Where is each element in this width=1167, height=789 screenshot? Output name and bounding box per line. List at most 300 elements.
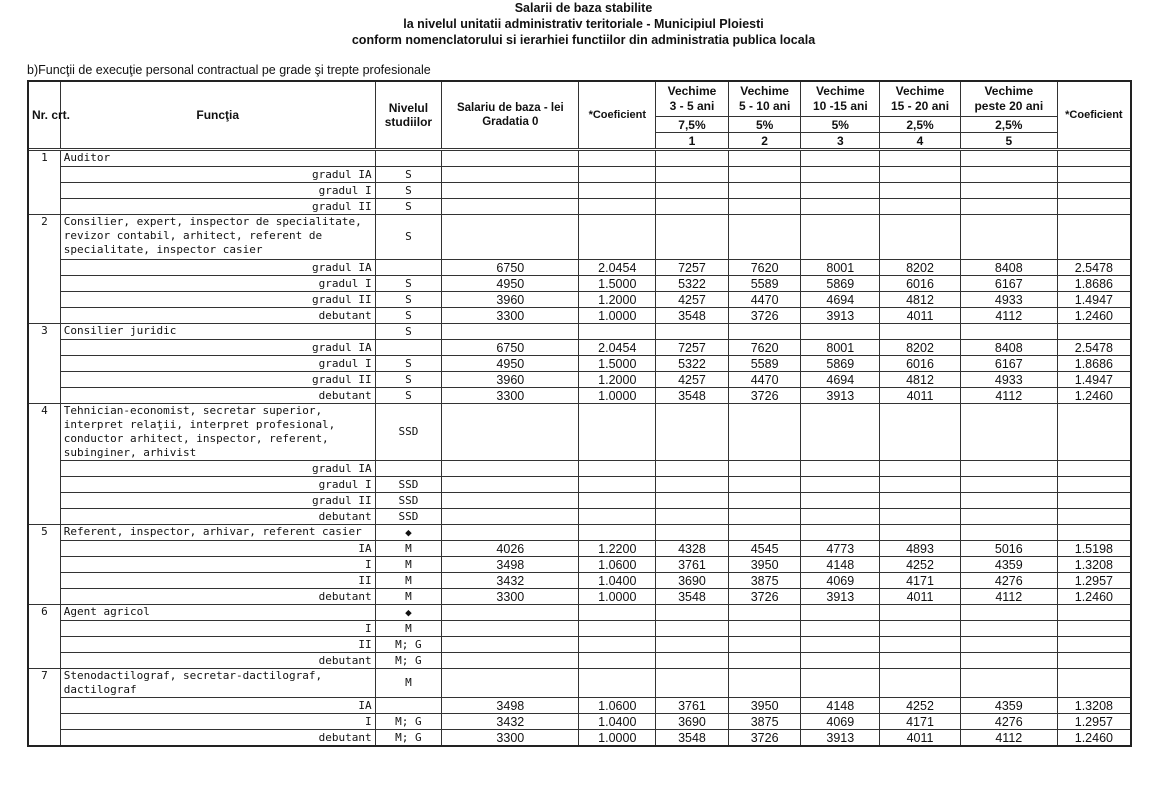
- header-percent-4: 2,5%: [880, 117, 961, 133]
- value-cell: [880, 621, 961, 637]
- value-cell: 4276: [960, 714, 1057, 730]
- header-coeficient: *Coeficient: [579, 81, 656, 149]
- value-cell: 4950: [442, 276, 579, 292]
- study-level: M: [375, 669, 442, 698]
- empty-cell: [880, 324, 961, 340]
- empty-cell: [656, 404, 729, 461]
- study-level: [375, 461, 442, 477]
- value-cell: [960, 493, 1057, 509]
- value-cell: [728, 621, 801, 637]
- study-level: [375, 698, 442, 714]
- value-cell: [1057, 477, 1131, 493]
- empty-cell: [960, 525, 1057, 541]
- grade-label: I: [60, 714, 375, 730]
- value-cell: 4011: [880, 308, 961, 324]
- value-cell: [656, 637, 729, 653]
- salary-table: [27, 80, 1132, 747]
- value-cell: 8408: [960, 260, 1057, 276]
- grade-label: IA: [60, 541, 375, 557]
- value-cell: [1057, 653, 1131, 669]
- grade-label: debutant: [60, 308, 375, 324]
- value-cell: [656, 621, 729, 637]
- section-subtitle: b)Funcţii de execuţie personal contractual pe grade şi trepte profesionale: [27, 63, 431, 77]
- table-row: [28, 653, 1131, 669]
- value-cell: 3690: [656, 573, 729, 589]
- study-level: S: [375, 308, 442, 324]
- grade-label: gradul I: [60, 477, 375, 493]
- study-level: SSD: [375, 404, 442, 461]
- value-cell: 4252: [880, 698, 961, 714]
- value-cell: [880, 199, 961, 215]
- group-title-row: [28, 151, 1131, 167]
- value-cell: 3726: [728, 730, 801, 747]
- value-cell: 3950: [728, 698, 801, 714]
- value-cell: [880, 493, 961, 509]
- row-number: 3: [28, 324, 60, 404]
- value-cell: [801, 461, 880, 477]
- study-level: M: [375, 621, 442, 637]
- value-cell: 5322: [656, 356, 729, 372]
- grade-label: gradul I: [60, 356, 375, 372]
- value-cell: [801, 653, 880, 669]
- empty-cell: [801, 404, 880, 461]
- value-cell: 2.0454: [579, 260, 656, 276]
- row-number: 4: [28, 404, 60, 525]
- table-row: [28, 372, 1131, 388]
- value-cell: [960, 621, 1057, 637]
- value-cell: 3548: [656, 388, 729, 404]
- grade-label: gradul II: [60, 493, 375, 509]
- value-cell: 3548: [656, 589, 729, 605]
- value-cell: [579, 621, 656, 637]
- value-cell: 5589: [728, 276, 801, 292]
- value-cell: 4545: [728, 541, 801, 557]
- value-cell: [442, 183, 579, 199]
- value-cell: [960, 477, 1057, 493]
- value-cell: 4112: [960, 308, 1057, 324]
- grade-label: debutant: [60, 589, 375, 605]
- empty-cell: [728, 151, 801, 167]
- header-index-4: 4: [880, 133, 961, 149]
- value-cell: [801, 493, 880, 509]
- value-cell: [442, 637, 579, 653]
- value-cell: 8202: [880, 340, 961, 356]
- grade-label: gradul IA: [60, 340, 375, 356]
- value-cell: 2.5478: [1057, 340, 1131, 356]
- value-cell: 1.8686: [1057, 356, 1131, 372]
- value-cell: [728, 637, 801, 653]
- value-cell: [442, 477, 579, 493]
- empty-cell: [579, 215, 656, 260]
- value-cell: 3432: [442, 714, 579, 730]
- value-cell: 3761: [656, 557, 729, 573]
- value-cell: 4112: [960, 730, 1057, 747]
- value-cell: 3300: [442, 730, 579, 747]
- study-level: SSD: [375, 493, 442, 509]
- value-cell: [1057, 199, 1131, 215]
- value-cell: 3432: [442, 573, 579, 589]
- table-row: [28, 637, 1131, 653]
- value-cell: [801, 477, 880, 493]
- value-cell: [442, 199, 579, 215]
- header-percent-5: 2,5%: [960, 117, 1057, 133]
- value-cell: [960, 199, 1057, 215]
- grade-label: debutant: [60, 509, 375, 525]
- empty-cell: [579, 151, 656, 167]
- empty-cell: [801, 605, 880, 621]
- empty-cell: [442, 324, 579, 340]
- empty-cell: [728, 605, 801, 621]
- table-row: [28, 714, 1131, 730]
- table-row: [28, 183, 1131, 199]
- empty-cell: [579, 669, 656, 698]
- study-level: M; G: [375, 637, 442, 653]
- value-cell: [880, 637, 961, 653]
- value-cell: 3875: [728, 573, 801, 589]
- value-cell: [960, 653, 1057, 669]
- empty-cell: [960, 605, 1057, 621]
- group-title-row: [28, 525, 1131, 541]
- study-level: S: [375, 215, 442, 260]
- value-cell: 8001: [801, 340, 880, 356]
- value-cell: [442, 493, 579, 509]
- value-cell: [579, 461, 656, 477]
- value-cell: 1.0000: [579, 308, 656, 324]
- row-number: 5: [28, 525, 60, 605]
- value-cell: 1.0600: [579, 698, 656, 714]
- table-row: [28, 509, 1131, 525]
- empty-cell: [960, 215, 1057, 260]
- value-cell: [728, 183, 801, 199]
- value-cell: 4112: [960, 388, 1057, 404]
- header-percent-1: 7,5%: [656, 117, 729, 133]
- value-cell: 4359: [960, 698, 1057, 714]
- study-level: M; G: [375, 714, 442, 730]
- study-level: M: [375, 589, 442, 605]
- value-cell: 1.0400: [579, 573, 656, 589]
- empty-cell: [960, 151, 1057, 167]
- value-cell: [579, 493, 656, 509]
- table-row: [28, 477, 1131, 493]
- row-number: 1: [28, 151, 60, 215]
- value-cell: [960, 509, 1057, 525]
- empty-cell: [880, 404, 961, 461]
- study-level: S: [375, 372, 442, 388]
- value-cell: [960, 637, 1057, 653]
- empty-cell: [442, 215, 579, 260]
- empty-cell: [656, 669, 729, 698]
- value-cell: [442, 509, 579, 525]
- empty-cell: [442, 669, 579, 698]
- value-cell: 6016: [880, 356, 961, 372]
- value-cell: [656, 461, 729, 477]
- value-cell: [1057, 493, 1131, 509]
- value-cell: 4773: [801, 541, 880, 557]
- function-name: Referent, inspector, arhivar, referent casier: [60, 525, 375, 541]
- empty-cell: [880, 151, 961, 167]
- value-cell: [579, 637, 656, 653]
- table-row: [28, 557, 1131, 573]
- value-cell: 4694: [801, 292, 880, 308]
- value-cell: [442, 653, 579, 669]
- empty-cell: [442, 404, 579, 461]
- empty-cell: [442, 151, 579, 167]
- empty-cell: [1057, 324, 1131, 340]
- document-title-line3: conform nomenclatorului si ierarhiei functiilor din administratia publica locala: [351, 33, 816, 47]
- header-salariu: Salariu de baza - lei Gradatia 0: [442, 81, 579, 149]
- empty-cell: [579, 525, 656, 541]
- grade-label: gradul II: [60, 372, 375, 388]
- grade-label: IA: [60, 698, 375, 714]
- value-cell: 1.4947: [1057, 372, 1131, 388]
- empty-cell: [728, 525, 801, 541]
- grade-label: gradul IA: [60, 167, 375, 183]
- value-cell: 1.2200: [579, 541, 656, 557]
- value-cell: 1.0400: [579, 714, 656, 730]
- grade-label: gradul I: [60, 276, 375, 292]
- value-cell: 1.3208: [1057, 557, 1131, 573]
- empty-cell: [656, 215, 729, 260]
- empty-cell: [880, 525, 961, 541]
- grade-label: II: [60, 573, 375, 589]
- empty-cell: [656, 605, 729, 621]
- study-level: M; G: [375, 730, 442, 747]
- value-cell: [579, 183, 656, 199]
- header-nivel: Nivelul studiilor: [375, 81, 442, 149]
- table-row: [28, 340, 1131, 356]
- study-level: ◆: [375, 525, 442, 541]
- value-cell: [728, 167, 801, 183]
- study-level: S: [375, 356, 442, 372]
- value-cell: 4112: [960, 589, 1057, 605]
- value-cell: 3960: [442, 292, 579, 308]
- value-cell: [442, 621, 579, 637]
- header-vechime-3: Vechime 10 -15 ani: [801, 81, 880, 117]
- value-cell: 4257: [656, 292, 729, 308]
- value-cell: 4812: [880, 292, 961, 308]
- value-cell: 1.2000: [579, 292, 656, 308]
- study-level: SSD: [375, 509, 442, 525]
- value-cell: 1.4947: [1057, 292, 1131, 308]
- value-cell: [880, 477, 961, 493]
- document-title-line2: la nivelul unitatii administrativ teritoriale - Municipiul Ploiesti: [403, 17, 764, 31]
- value-cell: [801, 637, 880, 653]
- value-cell: 4069: [801, 714, 880, 730]
- header-vechime-1: Vechime 3 - 5 ani: [656, 81, 729, 117]
- value-cell: 7620: [728, 340, 801, 356]
- value-cell: 1.0000: [579, 730, 656, 747]
- value-cell: 4171: [880, 573, 961, 589]
- value-cell: 4470: [728, 292, 801, 308]
- value-cell: 4069: [801, 573, 880, 589]
- value-cell: 3726: [728, 388, 801, 404]
- value-cell: [579, 653, 656, 669]
- value-cell: 3726: [728, 308, 801, 324]
- value-cell: 1.0600: [579, 557, 656, 573]
- function-name: Tehnician-economist, secretar superior, interpret relaţii, interpret profesional, conductor arhitect, inspector, referent, subinginer, arhivist: [60, 404, 375, 461]
- empty-cell: [1057, 669, 1131, 698]
- grade-label: gradul II: [60, 292, 375, 308]
- table-row: [28, 308, 1131, 324]
- empty-cell: [442, 605, 579, 621]
- empty-cell: [880, 215, 961, 260]
- value-cell: 3300: [442, 308, 579, 324]
- header-functia: Funcţia: [60, 81, 375, 149]
- study-level: S: [375, 199, 442, 215]
- value-cell: 8408: [960, 340, 1057, 356]
- function-name: Consilier, expert, inspector de specialitate, revizor contabil, arhitect, referent de specialitate, inspector casier: [60, 215, 375, 260]
- value-cell: [880, 653, 961, 669]
- table-row: [28, 621, 1131, 637]
- function-name: Agent agricol: [60, 605, 375, 621]
- empty-cell: [728, 404, 801, 461]
- value-cell: [960, 167, 1057, 183]
- value-cell: [1057, 183, 1131, 199]
- study-level: M: [375, 573, 442, 589]
- value-cell: 1.5198: [1057, 541, 1131, 557]
- empty-cell: [1057, 605, 1131, 621]
- value-cell: [880, 183, 961, 199]
- value-cell: 3950: [728, 557, 801, 573]
- value-cell: 4470: [728, 372, 801, 388]
- value-cell: 1.2000: [579, 372, 656, 388]
- study-level: M: [375, 541, 442, 557]
- value-cell: [579, 509, 656, 525]
- row-number: 6: [28, 605, 60, 669]
- value-cell: 1.8686: [1057, 276, 1131, 292]
- value-cell: [1057, 637, 1131, 653]
- study-level: S: [375, 183, 442, 199]
- value-cell: 6750: [442, 260, 579, 276]
- study-level: S: [375, 292, 442, 308]
- value-cell: [442, 461, 579, 477]
- document-title: Salarii de baza stabilite: [514, 1, 653, 15]
- empty-cell: [728, 669, 801, 698]
- empty-cell: [801, 525, 880, 541]
- grade-label: debutant: [60, 653, 375, 669]
- value-cell: [656, 183, 729, 199]
- value-cell: 8202: [880, 260, 961, 276]
- value-cell: 3300: [442, 589, 579, 605]
- value-cell: [728, 509, 801, 525]
- empty-cell: [960, 669, 1057, 698]
- header-vechime-5: Vechime peste 20 ani: [960, 81, 1057, 117]
- value-cell: [728, 199, 801, 215]
- study-level: S: [375, 324, 442, 340]
- value-cell: 4812: [880, 372, 961, 388]
- value-cell: 3960: [442, 372, 579, 388]
- value-cell: 4359: [960, 557, 1057, 573]
- value-cell: 1.2957: [1057, 573, 1131, 589]
- table-row: [28, 541, 1131, 557]
- value-cell: 6016: [880, 276, 961, 292]
- empty-cell: [1057, 404, 1131, 461]
- empty-cell: [801, 151, 880, 167]
- value-cell: 5869: [801, 356, 880, 372]
- value-cell: 4328: [656, 541, 729, 557]
- value-cell: 1.3208: [1057, 698, 1131, 714]
- table-row: [28, 461, 1131, 477]
- value-cell: 5869: [801, 276, 880, 292]
- value-cell: 4252: [880, 557, 961, 573]
- empty-cell: [1057, 215, 1131, 260]
- header-coeficient-2: *Coeficient: [1057, 81, 1131, 149]
- empty-cell: [656, 324, 729, 340]
- value-cell: [656, 167, 729, 183]
- value-cell: 4257: [656, 372, 729, 388]
- study-level: [375, 151, 442, 167]
- value-cell: [656, 493, 729, 509]
- value-cell: 1.0000: [579, 388, 656, 404]
- value-cell: 5016: [960, 541, 1057, 557]
- value-cell: 1.2460: [1057, 730, 1131, 747]
- value-cell: [960, 183, 1057, 199]
- value-cell: 8001: [801, 260, 880, 276]
- empty-cell: [579, 404, 656, 461]
- row-number: 7: [28, 669, 60, 747]
- header-index-5: 5: [960, 133, 1057, 149]
- empty-cell: [728, 215, 801, 260]
- value-cell: 4011: [880, 730, 961, 747]
- value-cell: 4933: [960, 292, 1057, 308]
- header-percent-2: 5%: [728, 117, 801, 133]
- empty-cell: [1057, 525, 1131, 541]
- value-cell: 1.5000: [579, 356, 656, 372]
- header-index-2: 2: [728, 133, 801, 149]
- study-level: M: [375, 557, 442, 573]
- empty-cell: [656, 151, 729, 167]
- value-cell: [728, 653, 801, 669]
- value-cell: [656, 509, 729, 525]
- value-cell: 1.2460: [1057, 388, 1131, 404]
- study-level: S: [375, 276, 442, 292]
- study-level: [375, 340, 442, 356]
- value-cell: 5589: [728, 356, 801, 372]
- value-cell: 3548: [656, 308, 729, 324]
- value-cell: [801, 183, 880, 199]
- function-name: Auditor: [60, 151, 375, 167]
- value-cell: 6167: [960, 276, 1057, 292]
- value-cell: [880, 461, 961, 477]
- grade-label: gradul IA: [60, 461, 375, 477]
- study-level: S: [375, 167, 442, 183]
- empty-cell: [880, 669, 961, 698]
- value-cell: 4011: [880, 589, 961, 605]
- value-cell: 4276: [960, 573, 1057, 589]
- table-row: [28, 260, 1131, 276]
- group-title-row: [28, 669, 1131, 698]
- table-row: [28, 730, 1131, 747]
- value-cell: [1057, 621, 1131, 637]
- table-row: [28, 167, 1131, 183]
- value-cell: 4148: [801, 698, 880, 714]
- value-cell: [880, 167, 961, 183]
- table-row: [28, 276, 1131, 292]
- value-cell: 1.0000: [579, 589, 656, 605]
- table-row: [28, 388, 1131, 404]
- value-cell: 3761: [656, 698, 729, 714]
- value-cell: 4171: [880, 714, 961, 730]
- value-cell: 7257: [656, 260, 729, 276]
- value-cell: 3913: [801, 308, 880, 324]
- value-cell: 5322: [656, 276, 729, 292]
- value-cell: 4694: [801, 372, 880, 388]
- value-cell: [960, 461, 1057, 477]
- header-nr: Nr. crt.: [28, 81, 60, 149]
- row-number: 2: [28, 215, 60, 324]
- value-cell: 3300: [442, 388, 579, 404]
- empty-cell: [801, 669, 880, 698]
